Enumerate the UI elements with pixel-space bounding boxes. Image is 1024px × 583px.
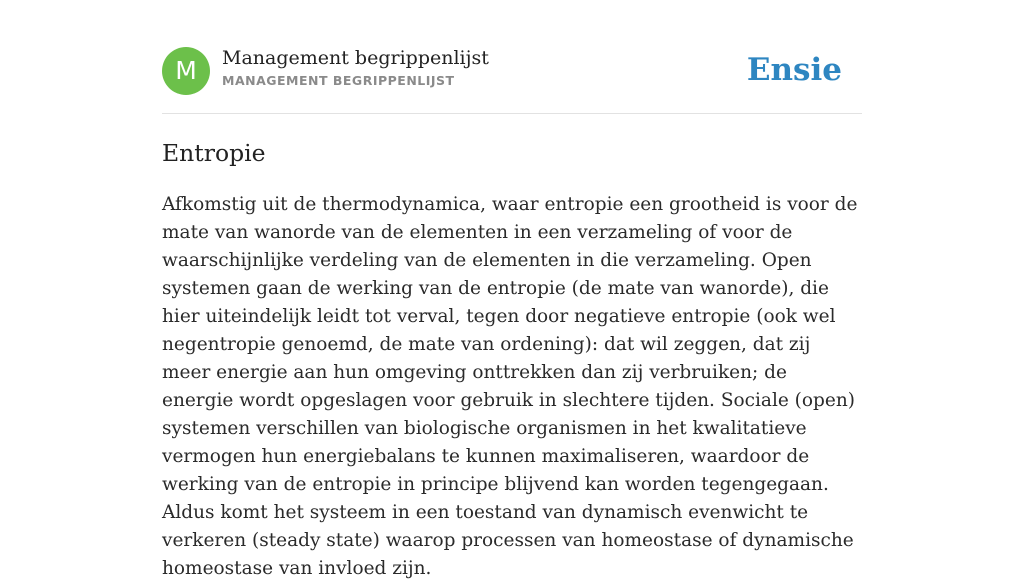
content-container (162, 0, 862, 583)
ensie-logo-link[interactable]: Ensie (746, 52, 842, 88)
dictionary-title-link[interactable]: Management begrippenlijst (222, 47, 489, 69)
term-title: Entropie (162, 139, 266, 167)
dictionary-header (162, 0, 862, 114)
dictionary-subtitle: MANAGEMENT BEGRIPPENLIJST (222, 73, 455, 88)
term-definition: Afkomstig uit de thermodynamica, waar entropie een grootheid is voor de mate van wanorde van de elementen in een verzameling of voor de waarschijnlijke verdeling van de elementen in die verzameling. Open systemen gaan de werking van de entropie (de mate van wanorde), die hier uiteindelijk leidt tot verval, tegen door negatieve entropie (ook wel negentropie genoemd, de mate van ordening): dat wil zeggen, dat zij meer energie aan hun omgeving onttrekken dan zij verbruiken; de energie wordt opgeslagen voor gebruik in slechtere tijden. Sociale (open) systemen verschillen van biologische organismen in het kwalitatieve vermogen hun energiebalans te kunnen maximaliseren, waardoor de werking van de entropie in principe blijvend kan worden tegengegaan. Aldus komt het systeem in een toestand van dynamisch evenwicht te verkeren (steady state) waarop processen van homeostase of dynamische homeostase van invloed zijn. (162, 194, 858, 579)
dictionary-titles (222, 46, 489, 90)
dictionary-avatar[interactable]: M (162, 47, 210, 95)
